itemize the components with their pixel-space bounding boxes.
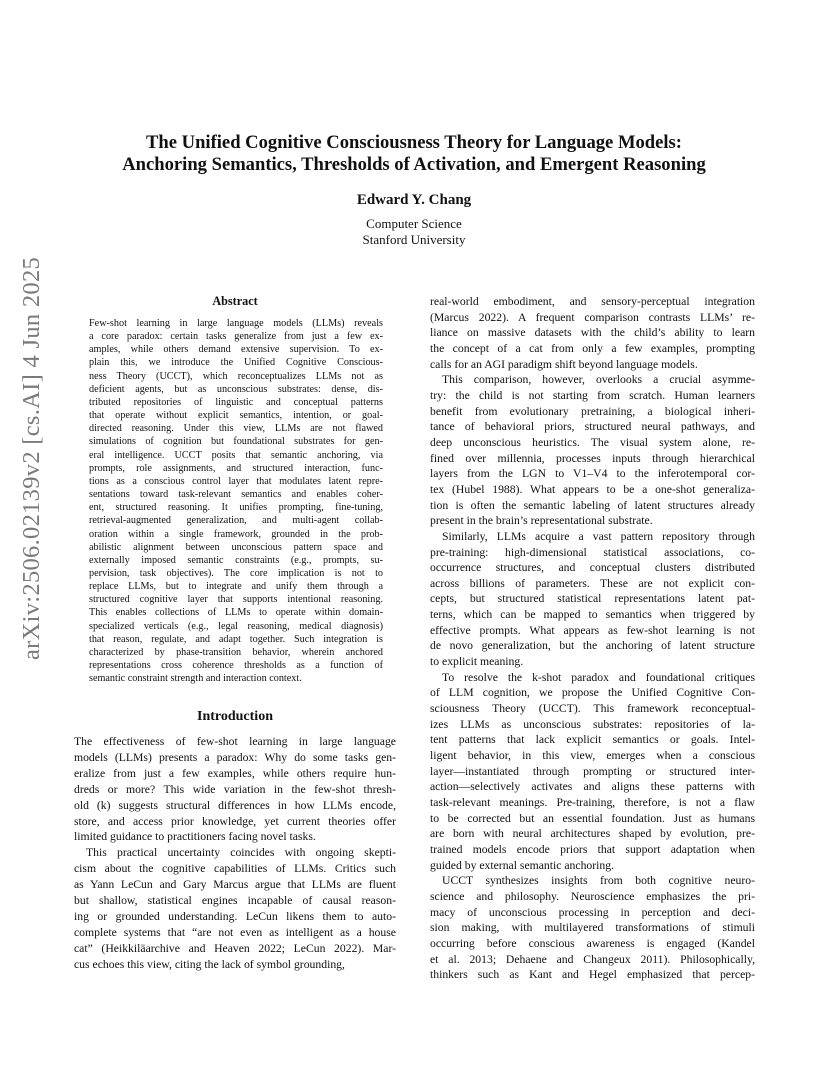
text-line: as Yann LeCun and Gary Marcus argue that LLMs are fluent — [74, 878, 396, 892]
text-line: This practical uncertainty coincides with ongoing skepti- — [86, 846, 396, 860]
text-line: cism about the cognitive capabilities of LLMs. Critics such — [74, 862, 396, 876]
text-line: to explicit meaning. — [430, 655, 524, 669]
text-line: of LLM cognition, we propose the Unified Cognitive Con- — [430, 686, 755, 700]
text-line: tions as a conscious control layer that modulates latent repre- — [89, 475, 383, 487]
text-line: the concept of a cat from only a few examples, prompting — [430, 341, 755, 355]
text-line: calls for an AGI paradigm shift beyond language models. — [430, 357, 698, 371]
left-column-text — [74, 734, 396, 973]
text-line: fined over millennia, processes inputs through hierarchical — [430, 451, 755, 465]
text-line: effective prompts. What appears as few-shot learning is not — [430, 623, 755, 637]
text-line: real-world embodiment, and sensory-perceptual integration — [430, 295, 755, 308]
text-line: models (LLMs) presents a paradox: Why do some tasks gen- — [74, 750, 396, 764]
text-line: across billions of parameters. These are not explicit con- — [430, 576, 755, 590]
introduction-heading: Introduction — [197, 709, 273, 724]
text-line: et al. 2013; Dehaene and Changeux 2011). Philosophically, — [430, 952, 755, 966]
text-line: old (k) suggests structural differences in how LLMs encode, — [74, 798, 396, 812]
text-line: semantic constraint strength and interaction context. — [89, 673, 302, 685]
text-line: tex (Hubel 1988). What appears to be a one-shot generaliza- — [430, 482, 755, 496]
text-line: benefit from evolutionary pretraining, a biological inheri- — [430, 404, 755, 418]
text-line: de novo generalization, but the anchoring of latent structure — [430, 639, 755, 653]
text-line: eralize from just a few examples, while others require hun- — [74, 766, 396, 780]
text-line: deficient agents, but as unconscious substrates: dense, dis- — [89, 383, 383, 395]
text-line: that operate without explicit semantics, intention, or goal- — [89, 410, 383, 422]
text-line: Similarly, LLMs acquire a vast pattern repository through — [442, 529, 755, 543]
text-line: limited guidance to practitioners facing novel tasks. — [74, 830, 316, 844]
text-line: sciousness Theory (UCCT). This framework reconceptual- — [430, 702, 755, 716]
title-line-2: Anchoring Semantics, Thresholds of Activation, and Emergent Reasoning — [122, 154, 706, 175]
text-line: oration within a single framework, grounded in the prob- — [89, 528, 383, 540]
text-line: plain this, we introduce the Unified Cognitive Conscious- — [89, 357, 383, 369]
text-line: trained models encode priors that support adaptation when — [430, 842, 755, 856]
text-line: science and philosophy. Neuroscience emphasizes the pri- — [430, 889, 755, 903]
arxiv-identifier-stamp: arXiv:2506.02139v2 [cs.AI] 4 Jun 2025 — [18, 256, 45, 660]
text-line: ent, structured reasoning. It unifies prompting, fine-tuning, — [89, 502, 383, 514]
text-line: tributed repositories of linguistic and conceptual patterns — [89, 396, 383, 408]
text-line: specialized verticals (e.g., legal reasoning, medical diagnosis) — [89, 620, 383, 632]
text-line: ligent behavior, in this view, emerges when a conscious — [430, 749, 755, 763]
text-line: present in the brain’s representational substrate. — [430, 514, 653, 528]
text-line: occurrence structures, and conceptual clusters distributed — [430, 561, 755, 575]
text-line: terns, which can be mapped to semantics when triggered by — [430, 608, 755, 622]
text-line: layers from the LGN to V1–V4 to the inferotemporal cor- — [430, 467, 755, 481]
text-line: To resolve the k-shot paradox and foundational critiques — [442, 670, 755, 684]
text-line: try: the child is not starting from scratch. Human learners — [430, 388, 755, 402]
paper-title — [60, 132, 768, 176]
text-line: izes LLMs as unconscious substrates: repositories of la- — [430, 717, 755, 731]
text-line: thinkers such as Kant and Hegel emphasized that percep- — [430, 968, 755, 982]
text-line: macy of unconscious processing in perception and deci- — [430, 905, 755, 919]
text-line: a core paradox: certain tasks generalize from just a few ex- — [89, 331, 383, 343]
text-line: pre-training: high-dimensional statistical associations, co- — [430, 545, 755, 559]
text-line: dreds or more? This wide variation in the few-shot thresh- — [74, 782, 396, 796]
text-line: eral intelligence. UCCT posits that semantic anchoring, via — [89, 449, 383, 461]
text-line: externally imposed semantic constraints (e.g., prompts, su- — [89, 554, 383, 566]
affiliation-department: Computer Science — [366, 216, 462, 231]
title-line-1: The Unified Cognitive Consciousness Theory for Language Models: — [146, 132, 682, 153]
text-line: structured cognitive layer that supports intentional reasoning. — [89, 594, 383, 606]
text-line: ing or grounded understanding. LeCun likens them to auto- — [74, 909, 396, 923]
text-line: The effectiveness of few-shot learning in large language — [74, 735, 396, 748]
text-line: replace LLMs, but to integrate and unify them through a — [89, 581, 383, 593]
text-line: cus echoes this view, citing the lack of symbol grounding, — [74, 957, 345, 971]
text-line: characterized by phase-transition behavior, wherein anchored — [89, 646, 383, 658]
text-line: abilistic alignment between unconscious pattern space and — [89, 541, 383, 553]
abstract-body — [89, 317, 383, 685]
text-line: that reason, regulate, and adapt together. Such integration is — [89, 633, 383, 645]
text-line: guided by external semantic anchoring. — [430, 858, 615, 872]
text-line: store, and access prior knowledge, yet current theories offer — [74, 814, 396, 828]
abstract-heading: Abstract — [212, 294, 258, 308]
text-line: cepts, but structured statistical representations latent pat- — [430, 592, 755, 606]
text-line: (Marcus 2022). A frequent comparison contrasts LLMs’ re- — [430, 310, 755, 324]
text-line: deep unconscious heuristics. The visual system alone, re- — [430, 435, 755, 449]
text-line: ness Theory (UCCT), which reconceptualizes LLMs not as — [89, 370, 383, 382]
text-line: simulations of cognition but foundational substrates for gen- — [89, 436, 383, 448]
right-column-text — [430, 294, 755, 983]
text-line: to be corrected but an essential foundation. Just as humans — [430, 811, 755, 825]
text-line: amples, while others demand extensive supervision. To ex- — [89, 344, 383, 356]
text-line: but shallow, statistical engines incapable of causal reason- — [74, 894, 396, 908]
text-line: action—selectively activates and aligns these patterns with — [430, 780, 755, 794]
text-line: tion is often the semantic labeling of latent structures already — [430, 498, 755, 512]
text-line: representations cross coherence thresholds as a function of — [89, 660, 383, 672]
text-line: sentations toward task-relevant semantics and enables coher- — [89, 489, 383, 501]
author-name: Edward Y. Chang — [356, 192, 472, 208]
text-line: retrieval-augmented generalization, and multi-agent collab- — [89, 515, 383, 527]
text-line: UCCT synthesizes insights from both cognitive neuro- — [442, 874, 755, 888]
text-line: cat” (Heikkiläarchive and Heaven 2022; LeCun 2022). Mar- — [74, 941, 396, 955]
text-line: are born with neural architectures shaped by evolution, pre- — [430, 827, 755, 841]
text-line: This comparison, however, overlooks a crucial asymme- — [442, 373, 755, 387]
text-line: This enables collections of LLMs to operate within domain- — [89, 607, 383, 619]
text-line: Few-shot learning in large language models (LLMs) reveals — [89, 318, 383, 329]
text-line: occurring before conscious awareness is engaged (Kandel — [430, 936, 755, 950]
text-line: layer—instantiated through prompting or structured inter- — [430, 764, 755, 778]
text-line: pervision, task objectives). The core implication is not to — [89, 567, 383, 579]
text-line: complete systems that “are not even as intelligent as a house — [74, 925, 396, 939]
text-line: tance of behavioral priors, structured neural pathways, and — [430, 420, 755, 434]
text-line: directed reasoning. Under this view, LLMs are not flawed — [89, 423, 383, 435]
text-line: prompts, role assignments, and structured interaction, func- — [89, 462, 383, 474]
affiliation-university: Stanford University — [362, 232, 466, 247]
text-line: tent patterns that lack explicit semantics or goals. Intel- — [430, 733, 755, 747]
text-line: task-relevant meanings. Pre-training, therefore, is not a flaw — [430, 796, 755, 809]
text-line: liance on massive datasets with the child’s ability to learn — [430, 326, 755, 340]
text-line: sion making, with multilayered transformations of stimuli — [430, 921, 755, 935]
